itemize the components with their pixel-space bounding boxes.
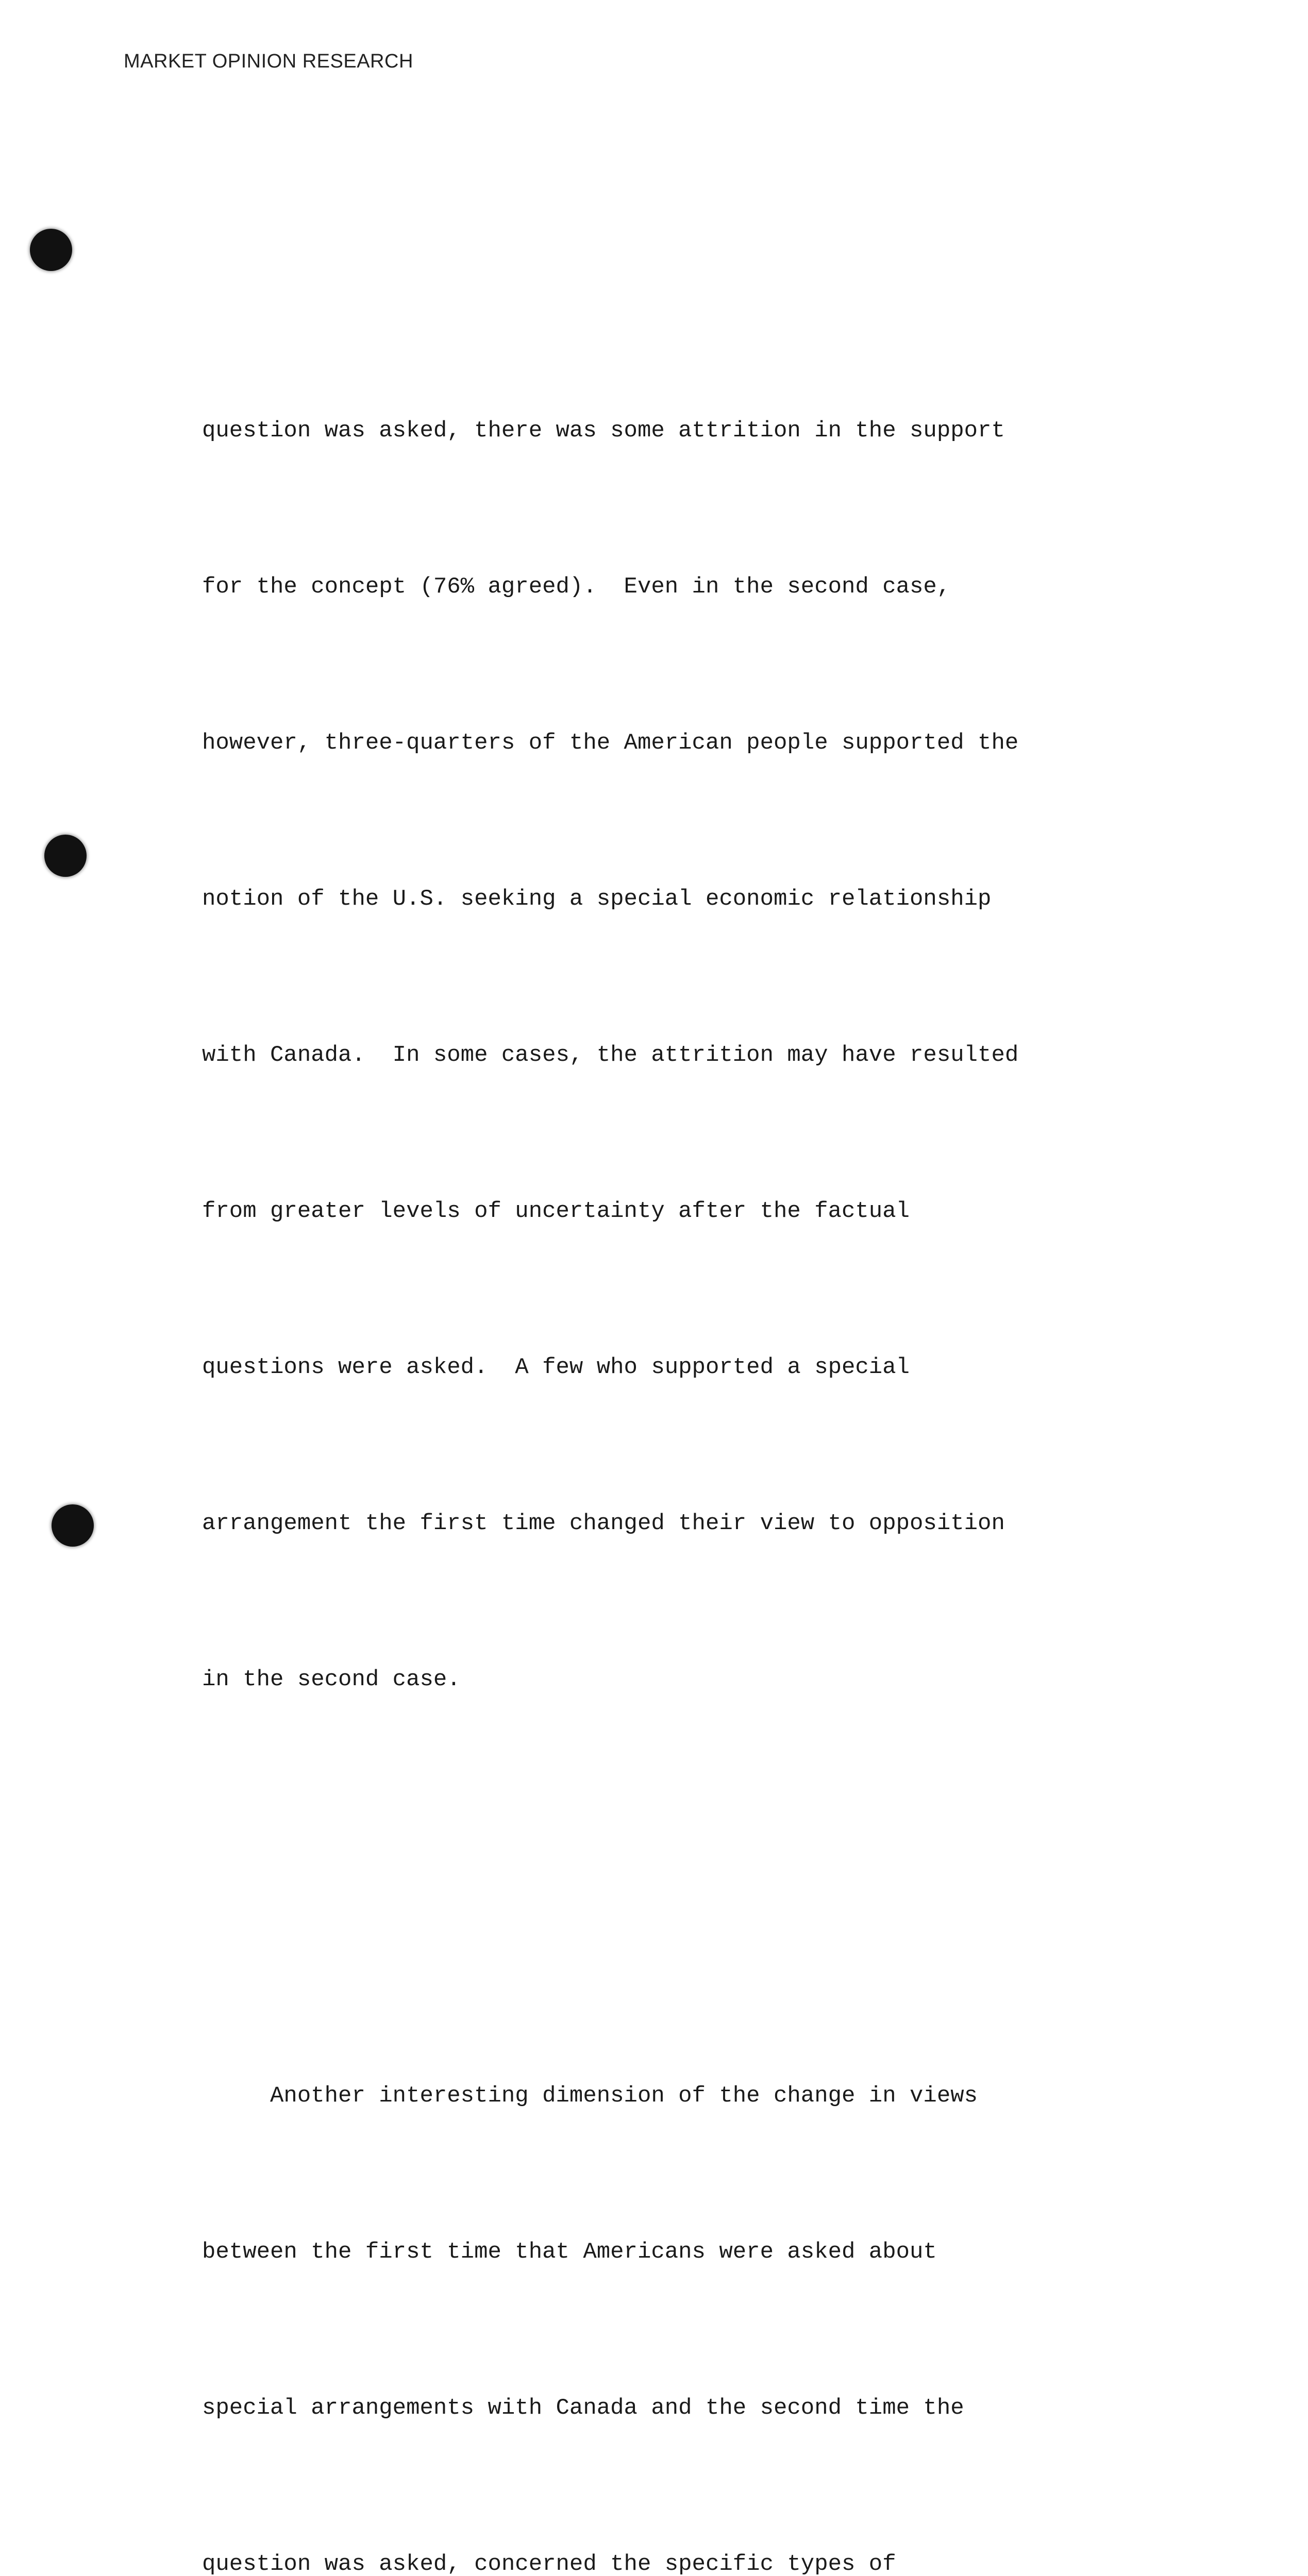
- text-line: questions were asked. A few who supported a special: [202, 1354, 910, 1380]
- text-line: Another interesting dimension of the change in views: [202, 2083, 978, 2109]
- text-line: with Canada. In some cases, the attrition may have resulted: [202, 1042, 1019, 1068]
- text-line: between the first time that Americans were asked about: [202, 2239, 937, 2265]
- paragraph-2: [202, 1966, 1171, 2576]
- text-line: in the second case.: [202, 1667, 461, 1692]
- text-line: however, three-quarters of the American people supported the: [202, 730, 1019, 756]
- text-line: question was asked, concerned the specific types of: [202, 2551, 896, 2576]
- document-header: MARKET OPINION RESEARCH: [124, 50, 413, 72]
- body-text: [202, 197, 1171, 2576]
- text-line: notion of the U.S. seeking a special economic relationship: [202, 886, 992, 912]
- text-line: arrangement the first time changed their view to opposition: [202, 1511, 1005, 1536]
- punch-hole: [52, 1504, 94, 1547]
- punch-hole: [44, 835, 87, 877]
- text-line: for the concept (76% agreed). Even in the second case,: [202, 574, 951, 600]
- paragraph-1: [202, 301, 1171, 1810]
- text-line: special arrangements with Canada and the second time the: [202, 2395, 964, 2421]
- text-line: question was asked, there was some attrition in the support: [202, 418, 1005, 444]
- text-line: from greater levels of uncertainty after the factual: [202, 1198, 910, 1224]
- punch-hole: [30, 229, 72, 271]
